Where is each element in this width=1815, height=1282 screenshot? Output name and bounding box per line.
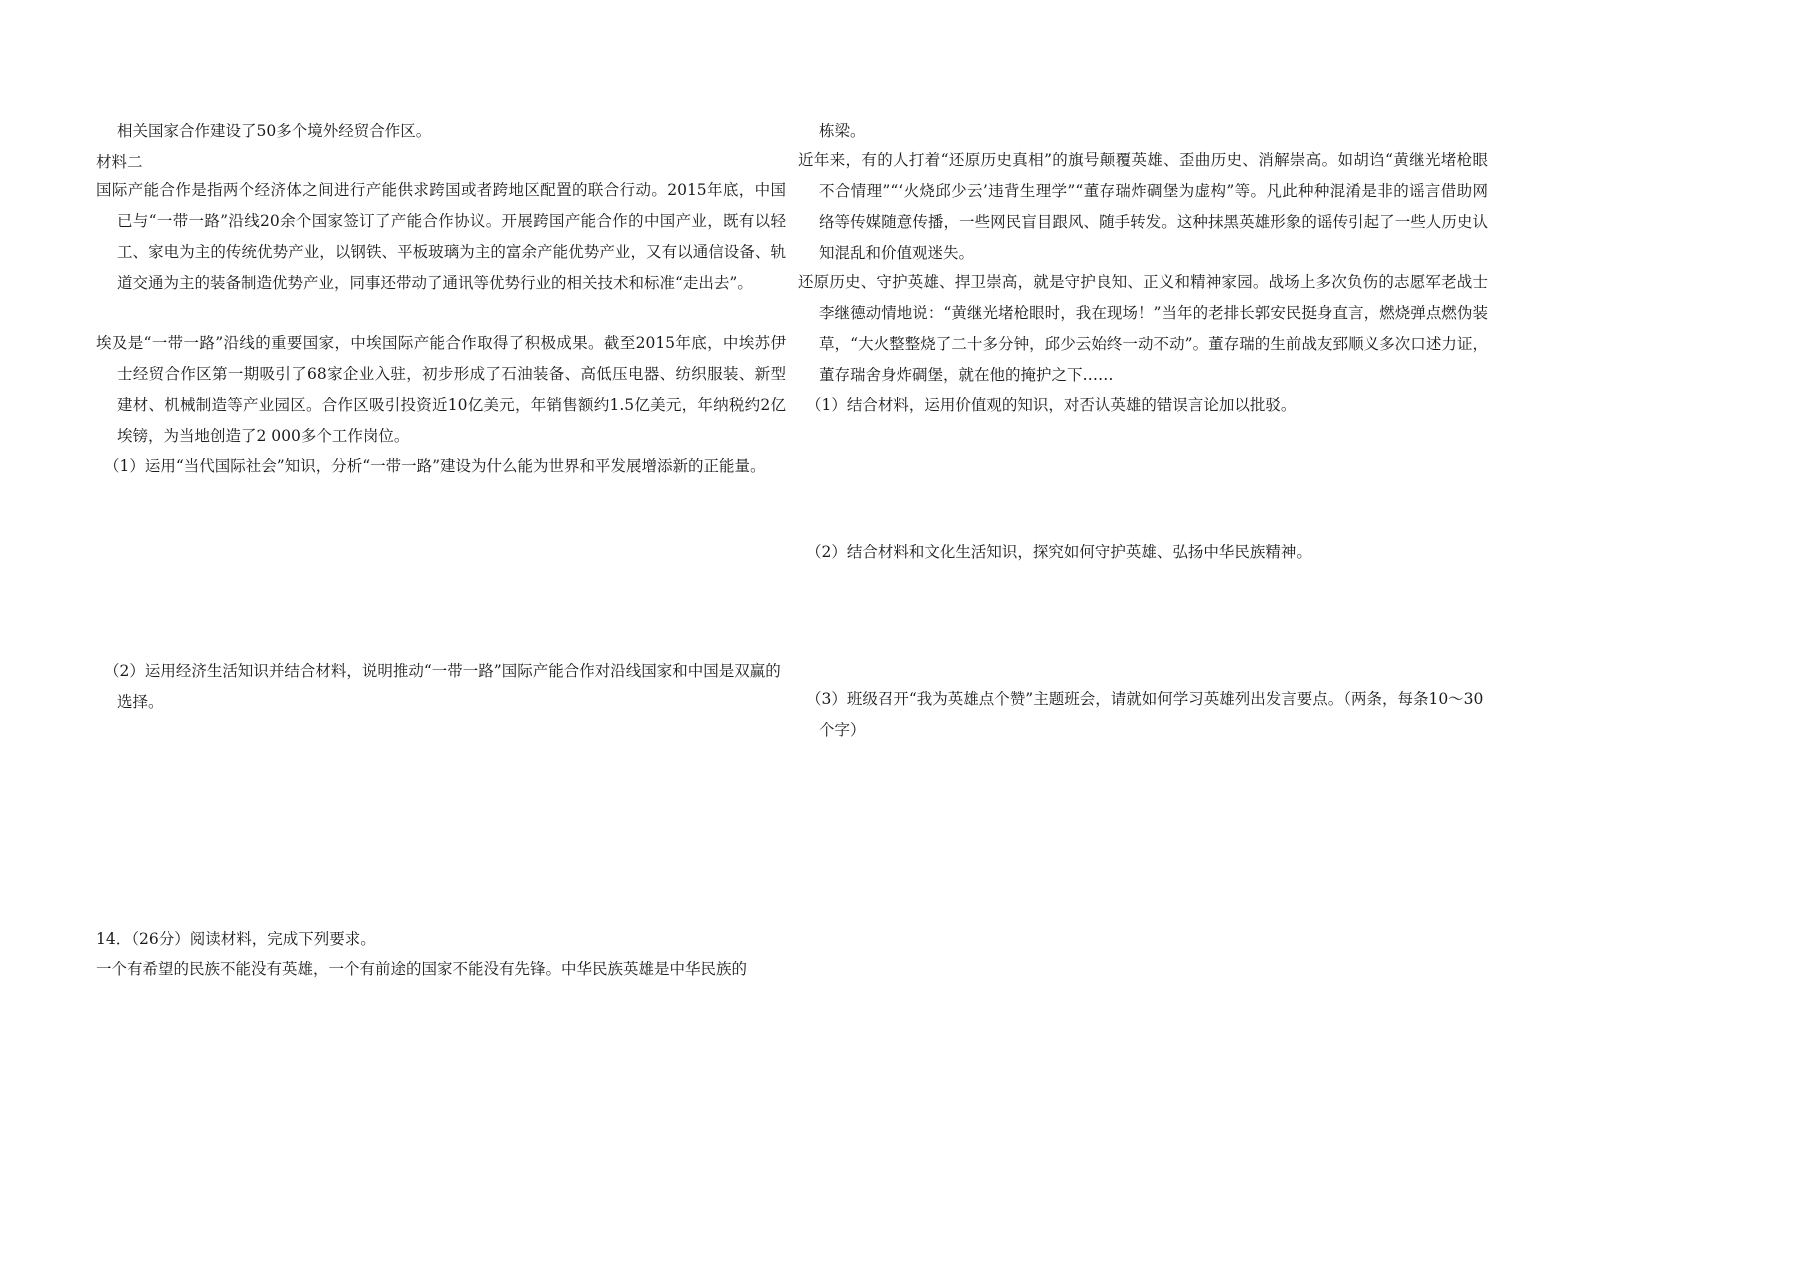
question-1: （1）运用“当代国际社会”知识，分析“一带一路”建设为什么能为世界和平发展增添新的正能量。	[104, 457, 766, 475]
question-1: （1）结合材料，运用价值观的知识，对否认英雄的错误言论加以批驳。	[806, 396, 1297, 414]
material-paragraph-1: 近年来，有的人打着“还原历史真相”的旗号颠覆英雄、歪曲历史、消解崇高。如胡诌“黄继光堵枪眼不合情理”“‘火烧邱少云’违背生理学”“董存瑞炸碉堡为虚构”等。凡此种种混淆是非的谣言借助网络等传媒随意传播，一些网民盲目跟风、随手转发。这种抹黑英雄形象的谣传引起了一些人历史认知混乱和价值观迷失。	[798, 151, 1488, 262]
material-two-paragraph-1: 国际产能合作是指两个经济体之间进行产能供求跨国或者跨地区配置的联合行动。2015年底，中国已与“一带一路”沿线20余个国家签订了产能合作协议。开展跨国产能合作的中国产业，既有以轻工、家电为主的传统优势产业，以钢铁、平板玻璃为主的富余产能优势产业，又有以通信设备、轨道交通为主的装备制造优势产业，同事还带动了通讯等优势行业的相关技术和标准“走出去”。	[96, 181, 786, 292]
material-two-heading: 材料二	[96, 153, 143, 171]
question-14-header: 14．（26分）阅读材料，完成下列要求。	[96, 930, 376, 948]
material-two-paragraph-2: 埃及是“一带一路”沿线的重要国家，中埃国际产能合作取得了积极成果。截至2015年底，中埃苏伊士经贸合作区第一期吸引了68家企业入驻，初步形成了石油装备、高低压电器、纺织服装、新型建材、机械制造等产业园区。合作区吸引投资近10亿美元，年销售额约1.5亿美元，年纳税约2亿埃镑，为当地创造了2 000多个工作岗位。	[96, 334, 786, 445]
question-2: （2）运用经济生活知识并结合材料，说明推动“一带一路”国际产能合作对沿线国家和中国是双赢的选择。	[104, 662, 781, 711]
continuation-line: 相关国家合作建设了50多个境外经贸合作区。	[117, 122, 432, 140]
material-paragraph-2: 还原历史、守护英雄、捍卫崇高，就是守护良知、正义和精神家园。战场上多次负伤的志愿军老战士李继德动情地说：“黄继光堵枪眼时，我在现场！”当年的老排长郭安民挺身直言，燃烧弹点燃伪装草，“大火整整烧了二十多分钟，邱少云始终一动不动”。董存瑞的生前战友郅顺义多次口述力证，董存瑞舍身炸碉堡，就在他的掩护之下……	[798, 273, 1488, 384]
question-2: （2）结合材料和文化生活知识，探究如何守护英雄、弘扬中华民族精神。	[806, 543, 1312, 561]
continuation-line: 栋梁。	[819, 122, 866, 140]
question-3: （3）班级召开“我为英雄点个赞”主题班会，请就如何学习英雄列出发言要点。（两条，每条10～30个字）	[806, 690, 1484, 739]
question-14-intro: 一个有希望的民族不能没有英雄，一个有前途的国家不能没有先锋。中华民族英雄是中华民族的	[96, 960, 748, 978]
